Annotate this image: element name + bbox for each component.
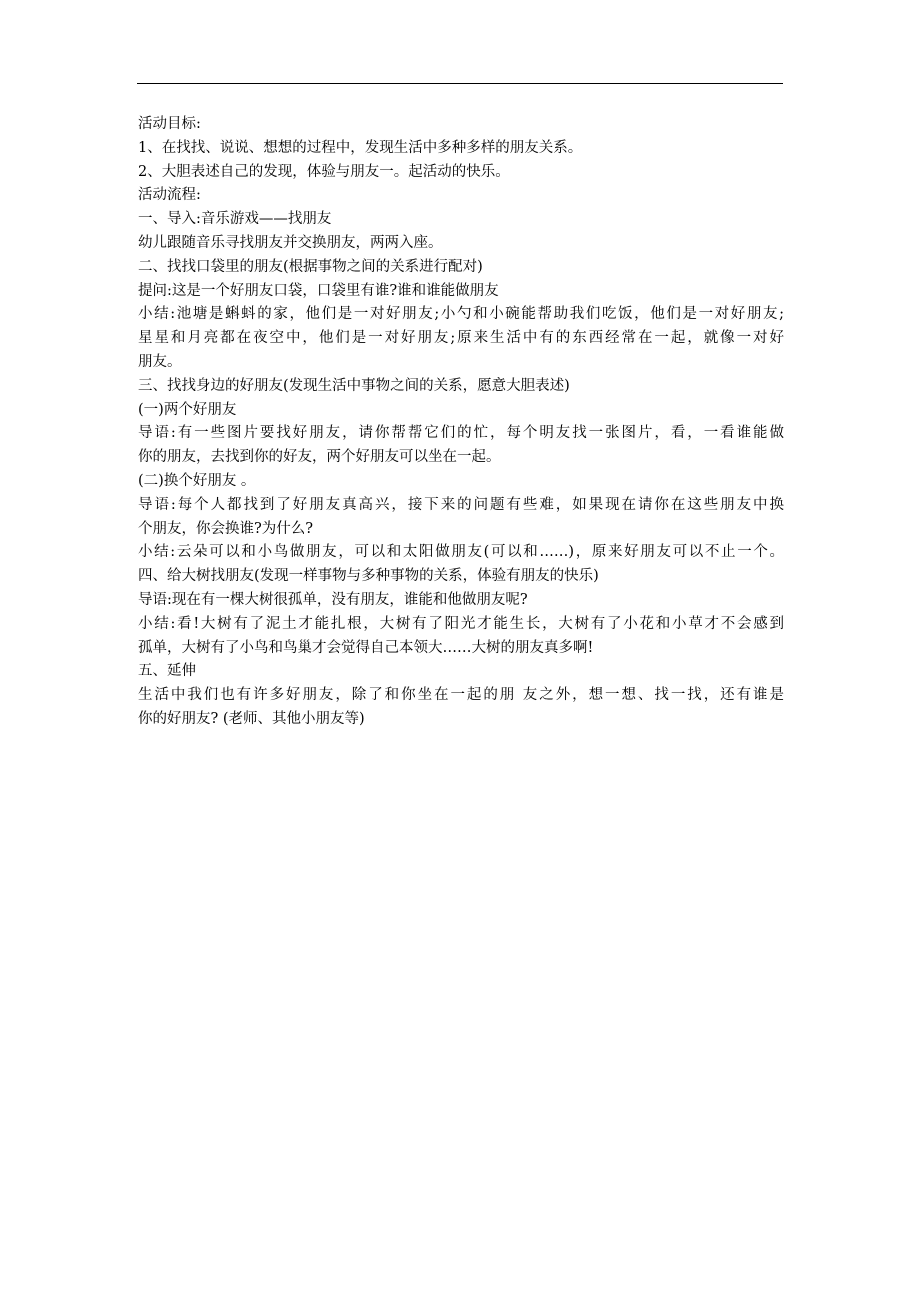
text-line: 三、找找身边的好朋友(发现生活中事物之间的关系，愿意大胆表述) — [138, 377, 570, 394]
text-line: 一、导入:音乐游戏——找朋友 — [138, 211, 332, 228]
text-line: 朋友。 — [138, 353, 182, 370]
header-divider — [137, 83, 783, 84]
text-line: 活动目标: — [138, 116, 201, 132]
text-line: 幼儿跟随音乐寻找朋友并交换朋友，两两入座。 — [138, 234, 443, 251]
text-line: 星星和月亮都在夜空中，他们是一对好朋友;原来生活中有的东西经常在一起，就像一对好 — [138, 330, 784, 347]
text-line: 个朋友，你会换谁?为什么? — [138, 520, 314, 537]
text-line: 五、延伸 — [138, 663, 196, 680]
text-line: 导语:现在有一棵大树很孤单，没有朋友，谁能和他做朋友呢? — [138, 591, 528, 608]
text-line: 生活中我们也有许多好朋友，除了和你坐在一起的朋 友之外，想一想、找一找，还有谁是 — [138, 687, 784, 704]
text-line: 你的好朋友? (老师、其他小朋友等) — [138, 710, 365, 727]
text-line: 1、在找找、说说、想想的过程中，发现生活中多种多样的朋友关系。 — [138, 139, 583, 156]
text-line: 导语:每个人都找到了好朋友真高兴，接下来的问题有些难，如果现在请你在这些朋友中换 — [138, 496, 784, 513]
text-line: 提问:这是一个好朋友口袋，口袋里有谁?谁和谁能做朋友 — [138, 282, 499, 299]
text-line: 你的朋友，去找到你的好友，两个好朋友可以坐在一起。 — [138, 449, 501, 466]
text-line: (一)两个好朋友 — [138, 401, 237, 418]
text-line: 孤单，大树有了小鸟和鸟巢才会觉得自己本领大……大树的朋友真多啊! — [138, 639, 594, 656]
text-line: (二)换个好朋友 。 — [138, 472, 256, 489]
text-line: 小结:云朵可以和小鸟做朋友，可以和太阳做朋友(可以和……)，原来好朋友可以不止一个。 — [138, 544, 784, 561]
document-body — [138, 113, 784, 732]
text-line: 二、找找口袋里的朋友(根据事物之间的关系进行配对) — [138, 258, 483, 275]
text-line: 活动流程: — [138, 187, 201, 204]
text-line: 2、大胆表述自己的发现，体验与朋友一。起活动的快乐。 — [138, 163, 510, 180]
text-line: 导语:有一些图片要找好朋友，请你帮帮它们的忙，每个明友找一张图片，看，一看谁能做 — [138, 425, 784, 442]
text-line: 四、给大树找朋友(发现一样事物与多种事物的关系，体验有朋友的快乐) — [138, 568, 599, 585]
text-line: 小结:池塘是蝌蚪的家，他们是一对好朋友;小勺和小碗能帮助我们吃饭，他们是一对好朋友; — [138, 306, 784, 323]
text-line: 小结:看!大树有了泥土才能扎根，大树有了阳光才能生长，大树有了小花和小草才不会感到 — [138, 615, 784, 632]
